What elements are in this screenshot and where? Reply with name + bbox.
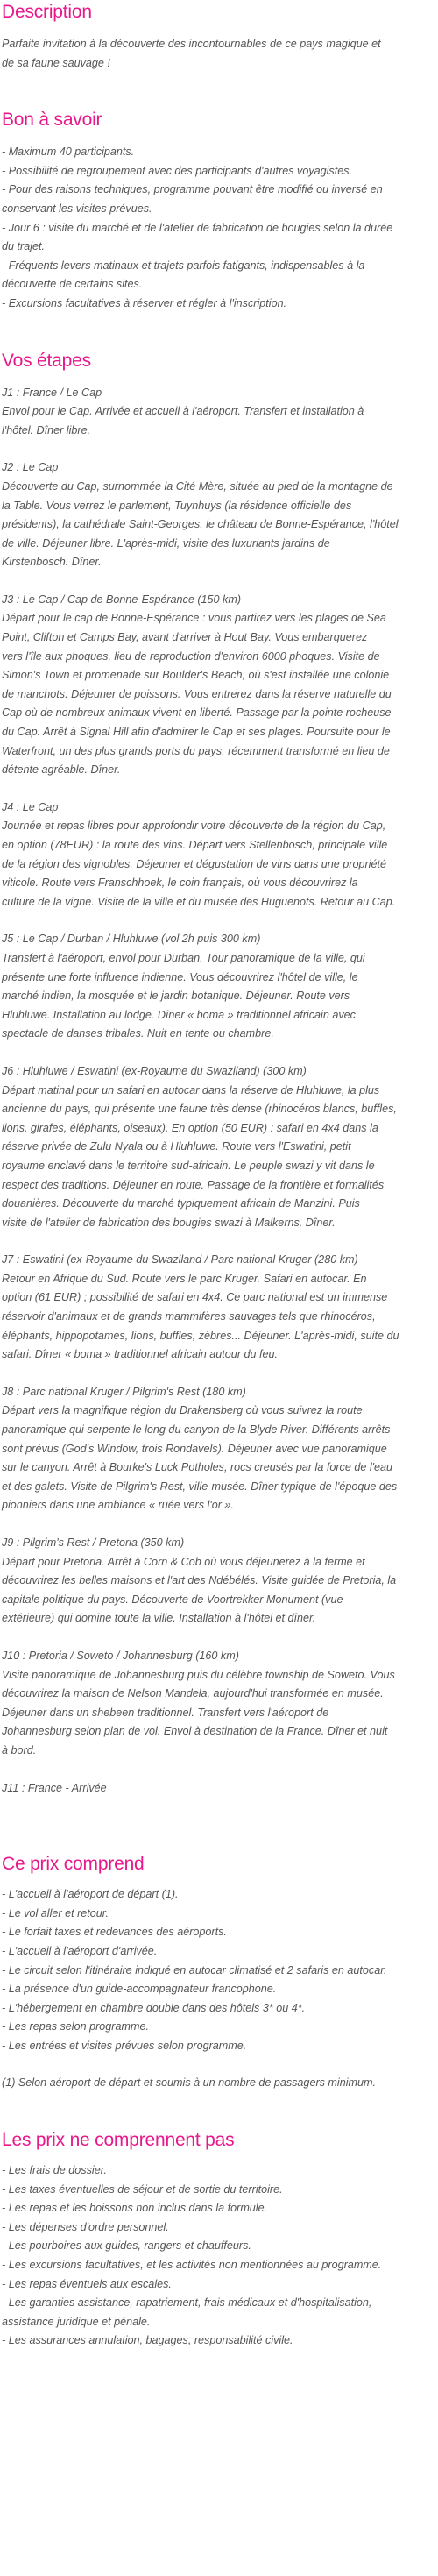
day-block-j7 [2, 1251, 436, 1365]
day-heading: J7 : Eswatini (ex-Royaume du Swaziland / Parc national Kruger (280 km) [2, 1253, 358, 1267]
day-text: à bord. [2, 1743, 37, 1756]
day-heading: J5 : Le Cap / Durban / Hluhluwe (vol 2h puis 300 km) [2, 933, 261, 946]
prix-ne-comprend-pas-line: - Les repas et les boissons non inclus dans la formule. [2, 2202, 268, 2215]
description-line: Parfaite invitation à la découverte des incontournables de ce pays magique et [2, 38, 381, 50]
description-line: de sa faune sauvage ! [2, 56, 110, 69]
day-text: ancienne du pays, qui présente une faune très dense (rhinocéros blancs, buffles, [2, 1103, 397, 1116]
day-block-j2 [2, 458, 436, 572]
day-text: réserve privée de Zulu Nyala ou à Hluhluwe. Route vers l'Eswatini, petit [2, 1140, 351, 1153]
bon-a-savoir-line: - Excursions facultatives à réserver et régler à l'inscription. [2, 296, 287, 309]
prix-comprend-line: - La présence d'un guide-accompagnateur francophone. [2, 1983, 277, 1996]
day-text: éléphants, hippopotames, lions, buffles, zèbres... Déjeuner. L'après-midi, suite du [2, 1329, 399, 1342]
day-text: marché indien, la mosquée et le jardin botanique. Déjeuner. Route vers [2, 990, 350, 1003]
day-text: Hluhluwe. Installation au lodge. Dîner « boma » traditionnel africain avec [2, 1008, 356, 1021]
day-text: la Table. Vous verrez le parlement, Tuynhuys (la résidence officielle des [2, 499, 352, 512]
day-text: Cap où de nombreux animaux vivent en liberté. Passage par la pointe rocheuse [2, 706, 392, 720]
day-text: Départ matinal pour un safari en autocar dans la réserve de Hluhluwe, la plus [2, 1083, 380, 1096]
day-text: safari. Dîner « boma » traditionnel africain autour du feu. [2, 1348, 279, 1361]
prix-ne-comprend-pas-line: - Les garanties assistance, rapatriement, frais médicaux et d'hospitalisation, [2, 2296, 372, 2310]
day-text: Kirstenbosch. Dîner. [2, 556, 102, 569]
prix-ne-comprend-pas-line: - Les excursions facultatives, et les activités non mentionnées au programme. [2, 2259, 382, 2272]
day-heading: J6 : Hluhluwe / Eswatini (ex-Royaume du Swaziland) (300 km) [2, 1064, 307, 1077]
day-text: en option (78EUR) : la route des vins. Départ vers Stellenbosch, principale ville [2, 839, 388, 851]
day-text: Visite panoramique de Johannesburg puis du célèbre township de Soweto. Vous [2, 1668, 395, 1681]
day-text: sur le canyon. Arrêt à Bourke's Luck Potholes, rocs creusés par la force de l'eau [2, 1461, 393, 1474]
day-block-j9 [2, 1534, 436, 1629]
day-heading: J4 : Le Cap [2, 800, 59, 813]
prix-comprend-line: - Le circuit selon l'itinéraire indiqué en autocar climatisé et 2 safaris en autocar. [2, 1963, 387, 1976]
day-text: de manchots. Déjeuner de poissons. Vous entrerez dans la réserve naturelle du [2, 687, 392, 700]
prix-ne-comprend-pas-line: - Les pourboires aux guides, rangers et chauffeurs. [2, 2239, 251, 2253]
day-text: découvrirez la maison de Nelson Mandela, aujourd'hui transformée en musée. [2, 1687, 384, 1700]
day-text: Journée et repas libres pour approfondir votre découverte de la région du Cap, [2, 820, 386, 833]
day-text: option (61 EUR) ; possibilité de safari en 4x4. Ce parc national est un immense [2, 1291, 388, 1304]
prix-comprend-line: - L'hébergement en chambre double dans des hôtels 3* ou 4*. [2, 2001, 306, 2014]
day-text: réservoir d'animaux et de grands mammifères sauvages tels que rhinocéros, [2, 1310, 376, 1323]
prix-ne-comprend-pas-line: - Les dépenses d'ordre personnel. [2, 2220, 169, 2233]
day-text: présidents), la cathédrale Saint-Georges, le château de Bonne-Espérance, l'hôtel [2, 518, 399, 531]
day-text: Johannesburg selon plan de vol. Envol à destination de la France. Dîner et nuit [2, 1725, 388, 1738]
day-text: vers l'île aux phoques, lieu de reproduction d'environ 6000 phoques. Visite de [2, 649, 380, 663]
day-block-j3 [2, 591, 436, 780]
day-heading: J2 : Le Cap [2, 461, 59, 474]
day-text: pionniers dans une ambiance « ruée vers l'or ». [2, 1499, 234, 1512]
prix-ne-comprend-pas-line: - Les frais de dossier. [2, 2164, 107, 2177]
day-text: Départ pour le cap de Bonne-Espérance : vous partirez vers les plages de Sea [2, 612, 386, 625]
prix-ne-comprend-pas-line: - Les taxes éventuelles de séjour et de sortie du territoire. [2, 2182, 283, 2196]
prix-ne-comprend-pas-line: - Les repas éventuels aux escales. [2, 2277, 172, 2290]
day-text: et des galets. Visite de Pilgrim's Rest, ville-musée. Dîner typique de l'époque des [2, 1480, 398, 1493]
prix-comprend-note: (1) Selon aéroport de départ et soumis à un nombre de passagers minimum. [2, 2076, 377, 2090]
day-heading: J1 : France / Le Cap [2, 386, 102, 399]
day-block-j11 [2, 1779, 436, 1799]
bon-a-savoir-line: du trajet. [2, 240, 46, 253]
day-text: panoramique qui serpente le long du canyon de la Blyde River. Différents arrêts [2, 1423, 391, 1437]
day-heading: J11 : France - Arrivée [2, 1781, 107, 1794]
day-text: royaume enclavé dans le territoire sud-africain. Le peuple swazi y vit dans le [2, 1159, 375, 1172]
day-text: lions, girafes, éléphants, oiseaux). En option (50 EUR) : safari en 4x4 dans la [2, 1121, 378, 1134]
day-text: capitale politique du pays. Découverte de Voortrekker Monument (vue [2, 1593, 343, 1606]
day-text: Transfert à l'aéroport, envol pour Durban. Tour panoramique de la ville, qui [2, 951, 365, 964]
day-text: Départ pour Pretoria. Arrêt à Corn & Cob où vous déjeunerez à la ferme et [2, 1555, 365, 1568]
prix-ne-comprend-pas-title: Les prix ne comprennent pas [2, 2130, 235, 2151]
prix-ne-comprend-pas-line: - Les assurances annulation, bagages, responsabilité civile. [2, 2334, 293, 2347]
day-text: visite de l'atelier de fabrication des bougies swazi à Malkerns. Dîner. [2, 1216, 336, 1229]
day-heading: J9 : Pilgrim's Rest / Pretoria (350 km) [2, 1536, 185, 1549]
day-text: spectacle de danses tribales. Nuit en tente ou chambre. [2, 1027, 274, 1040]
bon-a-savoir-line: conservant les visites prévues. [2, 202, 152, 215]
day-text: Waterfront, un des plus grands ports du pays, récemment transformé en lieu de [2, 744, 390, 757]
bon-a-savoir-line: - Maximum 40 participants. [2, 145, 135, 159]
prix-comprend-line: - Le forfait taxes et redevances des aéroports. [2, 1926, 227, 1939]
day-text: extérieure) qui domine toute la ville. Installation à l'hôtel et dîner. [2, 1612, 316, 1625]
day-text: l'hôtel. Dîner libre. [2, 423, 91, 436]
day-block-j6 [2, 1062, 436, 1232]
bon-a-savoir-section [0, 108, 438, 313]
bon-a-savoir-line: découverte de certains sites. [2, 278, 143, 291]
description-title: Description [2, 2, 92, 22]
prix-comprend-title: Ce prix comprend [2, 1854, 145, 1875]
day-text: Découverte du Cap, surnommée la Cité Mère, située au pied de la montagne de [2, 479, 393, 493]
day-text: Simon's Town et promenade sur Boulder's Beach, où s'est installée une colonie [2, 669, 390, 682]
etapes-section [0, 349, 438, 1799]
prix-comprend-section [0, 1852, 438, 2093]
bon-a-savoir-line: - Pour des raisons techniques, programme pouvant être modifié ou inversé en [2, 183, 383, 196]
day-text: présente une forte influence indienne. Vous découvrirez l'hôtel de ville, le [2, 970, 358, 983]
day-block-j4 [2, 798, 436, 912]
day-heading: J10 : Pretoria / Soweto / Johannesburg (160 km) [2, 1649, 239, 1662]
day-text: de la région des vignobles. Déjeuner et dégustation de vins dans une propriété [2, 857, 386, 870]
day-text: viticole. Route vers Franschhoek, le coin français, où vous découvrirez la [2, 876, 358, 890]
day-text: Retour en Afrique du Sud. Route vers le parc Kruger. Safari en autocar. En [2, 1272, 367, 1285]
day-heading: J3 : Le Cap / Cap de Bonne-Espérance (150 km) [2, 593, 242, 606]
bon-a-savoir-line: - Fréquents levers matinaux et trajets parfois fatigants, indispensables à la [2, 259, 365, 272]
prix-ne-comprend-pas-section [0, 2128, 438, 2351]
etapes-title: Vos étapes [2, 350, 91, 371]
day-text: Point, Clifton et Camps Bay, avant d'arriver à Hout Bay. Vous embarquerez [2, 631, 368, 644]
prix-comprend-line: - L'accueil à l'aéroport d'arrivée. [2, 1944, 158, 1957]
prix-ne-comprend-pas-line: assistance juridique et pénale. [2, 2315, 151, 2328]
day-text: de ville. Déjeuner libre. L'après-midi, visite des luxuriants jardins de [2, 536, 330, 550]
day-block-j8 [2, 1383, 436, 1515]
description-section [0, 0, 438, 73]
day-heading: J8 : Parc national Kruger / Pilgrim's Rest (180 km) [2, 1385, 246, 1398]
bon-a-savoir-title: Bon à savoir [2, 110, 102, 131]
day-text: découvrirez les belles maisons et l'art des Ndébélés. Visite guidée de Pretoria, la [2, 1574, 397, 1587]
prix-comprend-line: - Les entrées et visites prévues selon programme. [2, 2039, 247, 2052]
prix-comprend-line: - Le vol aller et retour. [2, 1906, 110, 1920]
day-text: Envol pour le Cap. Arrivée et accueil à l'aéroport. Transfert et installation à [2, 405, 364, 418]
bon-a-savoir-line: - Possibilité de regroupement avec des participants d'autres voyagistes. [2, 164, 353, 177]
prix-comprend-line: - Les repas selon programme. [2, 2020, 149, 2033]
day-text: sont prévus (God's Window, trois Rondavels). Déjeuner avec vue panoramique [2, 1442, 387, 1455]
day-text: Déjeuner dans un shebeen traditionnel. Transfert vers l'aéroport de [2, 1706, 329, 1719]
day-text: douanières. Découverte du marché typiquement africain de Manzini. Puis [2, 1197, 360, 1210]
bon-a-savoir-line: - Jour 6 : visite du marché et de l'atelier de fabrication de bougies selon la durée [2, 221, 393, 234]
day-text: culture de la vigne. Visite de la ville et du musée des Huguenots. Retour au Cap. [2, 895, 396, 908]
day-text: du Cap. Arrêt à Signal Hill afin d'admirer le Cap et ses plages. Poursuite pour le [2, 726, 391, 739]
prix-comprend-line: - L'accueil à l'aéroport de départ (1). [2, 1888, 179, 1901]
day-text: respect des traditions. Déjeuner en route. Passage de la frontière et formalités [2, 1178, 385, 1191]
day-text: détente agréable. Dîner. [2, 763, 121, 777]
day-block-j5 [2, 930, 436, 1044]
day-text: Départ vers la magnifique région du Drakensberg où vous suivrez la route [2, 1404, 363, 1417]
day-block-j10 [2, 1647, 436, 1761]
day-block-j1 [2, 384, 436, 441]
